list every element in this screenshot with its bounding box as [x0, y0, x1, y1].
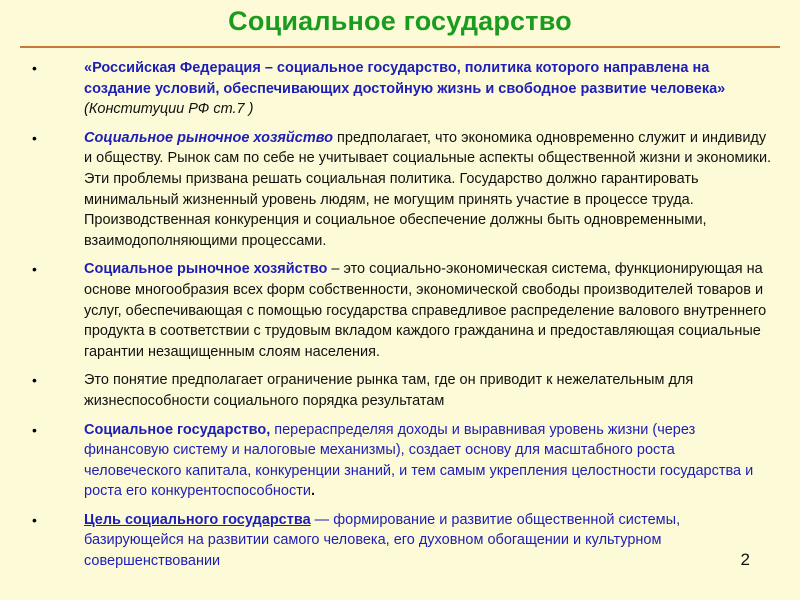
bullet-icon: • [32, 421, 37, 438]
page-number: 2 [740, 550, 750, 569]
bullet-icon: • [32, 129, 37, 146]
list-item-social-market-economy [24, 128, 776, 252]
item-text: предполагает, что экономика одновременно служит и индивиду и обществу. Рынок сам по себе не учитывает социальные аспекты общественной жизни и экономики. Эти проблемы призвана решать социальная политика. Государство должно гарантировать минимальный жизненный уровень людям, не могущим принять участие в процессе труда. Производственная конкуренция и социальное обеспечение должны быть одновременными, взаимодополняющими процессами. [84, 129, 772, 249]
list-item-constitution [24, 58, 776, 120]
constitution-quote: «Российская Федерация – социальное государство, политика которого направлена на создание условий, обеспечивающих достойную жизнь и свободное развитие человека» [84, 60, 726, 97]
item-text: Это понятие предполагает ограничение рынка там, где он приводит к нежелательным для жизнеспособности социального порядка результатам [84, 372, 694, 409]
item-text: — формирование и развитие общественной системы, базирующейся на развитии самого человека, его духовном обогащении и культурном совершенствовании [84, 511, 681, 570]
item-text: перераспределяя доходы и выравнивая уровень жизни (через финансовую систему и налоговые механизмы), создает основу для масштабного роста человеческого капитала, конкуренции знаний, и тем самым укрепления целостности государства и роста его конкурентоспособности [84, 421, 754, 500]
list-item-social-state [24, 420, 776, 502]
list-item-social-market-definition [24, 259, 776, 362]
bullet-icon: • [32, 60, 37, 76]
item-term: Цель социального государства [84, 511, 311, 528]
bullet-icon: • [32, 261, 37, 278]
item-term: Социальное рыночное хозяйство [84, 129, 333, 146]
item-text: – это социально-экономическая система, функционирующая на основе многообразия всех форм собственности, экономической свободы производителей товаров и услуг, обеспечивающая с помощью государства справедливое распределение валового внутреннего продукта в соответствии с трудовым вкладом каждого гражданина и предоставляющая социальные гарантии незащищенным слоям населения. [84, 261, 767, 360]
constitution-source: (Конституции РФ ст.7 ) [84, 101, 254, 118]
content-list [24, 58, 776, 580]
list-item-social-state-goal [24, 510, 776, 572]
bullet-icon: • [32, 372, 37, 389]
page-title: Социальное государство [228, 6, 572, 36]
item-term: Социальное государство, [84, 421, 271, 438]
item-end: . [310, 483, 315, 500]
list-item-market-limits [24, 370, 776, 411]
bullet-icon: • [32, 511, 37, 528]
item-term: Социальное рыночное хозяйство [84, 261, 328, 278]
title-divider [20, 46, 780, 48]
